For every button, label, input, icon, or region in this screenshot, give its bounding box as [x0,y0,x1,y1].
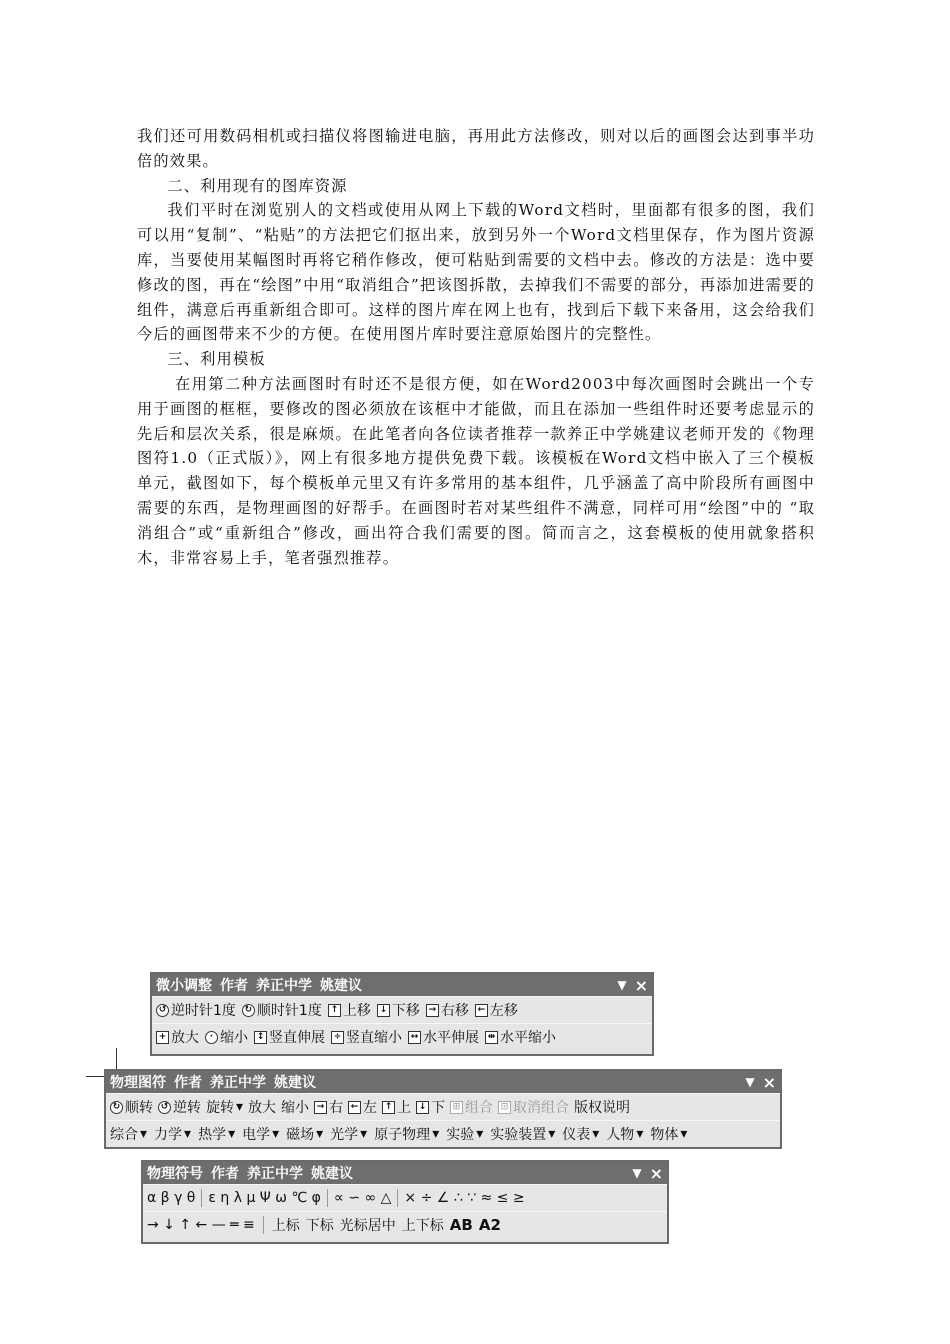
chevron-down-icon: ▾ [548,1126,556,1142]
toolbar-title[interactable] [143,1162,667,1184]
menu-optics[interactable]: 光学 ▾ [330,1126,368,1143]
group-icon: ⊞ [450,1101,463,1114]
move-left-icon: ← [475,1004,488,1017]
move-up-icon: ↑ [328,1004,341,1017]
move-down-button[interactable]: ↓ 下 [416,1097,445,1117]
toolbar-options-icon[interactable]: ▼ [745,1075,755,1089]
author-label: 作者 [211,1166,239,1182]
toolbar-fine-adjust [150,972,654,1056]
menu-atomic-physics[interactable]: 原子物理 ▾ [374,1126,440,1143]
greek-symbols-group-2[interactable]: ε η λ μ Ψ ω ℃ φ [208,1190,321,1206]
toolbar-title[interactable] [152,974,652,996]
ungroup-icon: ⊡ [498,1101,511,1114]
arrow-symbols-group[interactable]: → ↓ ↑ ← — ═ ≡ [147,1217,255,1233]
cursor-center-button[interactable]: 光标居中 [339,1218,396,1234]
vertical-stretch-icon: ↕ [254,1031,267,1044]
chevron-down-icon: ▾ [680,1126,688,1142]
ungroup-button[interactable]: ⊡ 取消组合 [498,1097,569,1117]
menu-objects[interactable]: 物体 ▾ [650,1126,688,1143]
chevron-down-icon: ▾ [476,1126,484,1142]
menu-mechanics[interactable]: 力学 ▾ [154,1126,192,1143]
toolbar-options-icon[interactable]: ▼ [632,1166,642,1180]
chevron-down-icon: ▾ [592,1126,600,1142]
math-symbols-group-1[interactable]: ∝ ∽ ∞ △ [333,1190,392,1206]
paragraph-3: 在用第二种方法画图时有时还不是很方便，如在Word2003中每次画图时会跳出一个专用于画图的框框，要修改的图必须放在该框中才能做，而且在添加一些组件时还要考虑显示的先后和层次关系，很是麻烦。在此笔者向各位读者推荐一款养正中学姚建议老师开发的《物理图符1.0（正式版）》，网上有很多地方提供免费下载。该模板在Word文档中嵌入了三个模板单元，截图如下，每个模板单元里又有许多常用的基本组件，几乎涵盖了高中阶段所有画图中需要的东西，是物理画图的好帮手。在画图时若对某些组件不满意，同样可用“绘图”中的 “取消组合”或“重新组合”修改，画出符合我们需要的图。简而言之，这套模板的使用就象搭积木，非常容易上手，笔者强烈推荐。 [137,374,815,567]
rotate-cw-button[interactable]: ↻ 顺转 [110,1097,153,1117]
chevron-down-icon: ▾ [184,1126,192,1142]
move-down-icon: ↓ [377,1004,390,1017]
move-right-button[interactable]: → 右移 [426,1000,469,1020]
move-right-icon: → [426,1004,439,1017]
enlarge-icon: + [156,1031,169,1044]
separator [397,1189,398,1207]
chevron-down-icon: ▾ [236,1099,244,1115]
subscript-button[interactable]: 下标 [305,1218,334,1234]
author-name: 姚建议 [274,1075,316,1091]
vertical-stretch-button[interactable]: ↕ 竖直伸展 [254,1027,325,1047]
rotate-cw-1deg-button[interactable]: ↻ 顺时针1度 [242,1000,322,1020]
school-label: 养正中学 [210,1075,266,1091]
author-name: 姚建议 [320,978,362,994]
menu-general[interactable]: 综合 ▾ [110,1126,148,1143]
super-subscript-button[interactable]: 上下标 [401,1218,444,1234]
author-label: 作者 [174,1075,202,1091]
chevron-down-icon: ▾ [360,1126,368,1142]
move-left-icon: ← [348,1101,361,1114]
horizontal-shrink-button[interactable]: ⇹ 水平缩小 [485,1027,556,1047]
toolbar-physics-figures [104,1069,782,1149]
toolbar-name: 物理图符 [110,1075,166,1091]
close-icon[interactable]: × [762,1072,776,1092]
menu-lab-apparatus[interactable]: 实验装置 ▾ [490,1126,556,1143]
chevron-down-icon: ▾ [432,1126,440,1142]
rotate-ccw-icon: ↺ [158,1101,171,1114]
menu-people[interactable]: 人物 ▾ [606,1126,644,1143]
group-button[interactable]: ⊞ 组合 [450,1097,493,1117]
rotate-cw-icon: ↻ [242,1004,255,1017]
close-icon[interactable]: × [649,1163,663,1183]
menu-thermodynamics[interactable]: 热学 ▾ [198,1126,236,1143]
move-down-button[interactable]: ↓ 下移 [377,1000,420,1020]
menu-electricity[interactable]: 电学 ▾ [242,1126,280,1143]
enlarge-button[interactable]: 放大 [248,1100,277,1116]
close-icon[interactable]: × [634,975,648,995]
greek-symbols-group-1[interactable]: α β γ θ [147,1190,196,1206]
heading-2: 二、利用现有的图库资源 [167,176,348,195]
rotate-menu[interactable]: 旋转 ▾ [206,1099,244,1116]
document-body [137,124,815,570]
chevron-down-icon: ▾ [636,1126,644,1142]
move-up-button[interactable]: ↑ 上 [382,1097,411,1117]
heading-3: 三、利用模板 [167,350,266,369]
move-right-icon: → [314,1101,327,1114]
menu-magnetic-field[interactable]: 磁场 ▾ [286,1126,324,1143]
shrink-button[interactable]: 缩小 [281,1100,310,1116]
horizontal-stretch-icon: ↔ [408,1031,421,1044]
move-left-button[interactable]: ← 左 [348,1097,377,1117]
crop-mark [116,1048,117,1070]
vertical-shrink-button[interactable]: ÷ 竖直缩小 [331,1027,402,1047]
superscript-a2-icon: A2 [478,1216,501,1234]
school-label: 养正中学 [256,978,312,994]
vertical-shrink-icon: ÷ [331,1031,344,1044]
horizontal-shrink-icon: ⇹ [485,1031,498,1044]
toolbar-name: 微小调整 [156,978,212,994]
rotate-cw-icon: ↻ [110,1101,123,1114]
math-symbols-group-2[interactable]: × ÷ ∠ ∴ ∵ ≈ ≤ ≥ [404,1190,525,1206]
superscript-a2-button[interactable] [479,1216,501,1234]
author-name: 姚建议 [311,1166,353,1182]
move-right-button[interactable]: → 右 [314,1097,343,1117]
toolbar-options-icon[interactable]: ▼ [617,978,627,992]
menu-instruments[interactable]: 仪表 ▾ [562,1126,600,1143]
shrink-button[interactable]: · 缩小 [205,1027,248,1047]
chevron-down-icon: ▾ [228,1126,236,1142]
separator [327,1189,328,1207]
chevron-down-icon: ▾ [316,1126,324,1142]
move-up-button[interactable]: ↑ 上移 [328,1000,371,1020]
copyright-button[interactable]: 版权说明 [574,1100,631,1116]
paragraph-2: 我们平时在浏览别人的文档或使用从网上下载的Word文档时，里面都有很多的图，我们可以用“复制”、“粘贴”的方法把它们抠出来，放到另外一个Word文档里保存，作为图片资源库，当要使用某幅图时再将它稍作修改，便可粘贴到需要的文档中去。修改的方法是：选中要修改的图，再在“绘图”中用“取消组合”把该图拆散，去掉我们不需要的部分，再添加进需要的组件，满意后再重新组合即可。这样的图片库在网上也有，找到后下载下来备用，这会给我们今后的画图带来不少的方便。在使用图片库时要注意原始图片的完整性。 [137,201,815,344]
horizontal-stretch-button[interactable]: ↔ 水平伸展 [408,1027,479,1047]
author-label: 作者 [220,978,248,994]
paragraph-1: 我们还可用数码相机或扫描仪将图输进电脑，再用此方法修改，则对以后的画图会达到事半功倍的效果。 [137,127,815,170]
superscript-button[interactable]: 上标 [271,1218,300,1234]
separator [201,1189,202,1207]
move-left-button[interactable]: ← 左移 [475,1000,518,1020]
enlarge-button[interactable]: + 放大 [156,1027,199,1047]
shrink-icon: · [205,1031,218,1044]
menu-experiment[interactable]: 实验 ▾ [446,1126,484,1143]
separator [263,1216,264,1234]
rotate-ccw-icon: ↺ [156,1004,169,1017]
move-down-icon: ↓ [416,1101,429,1114]
superscript-a-icon: AB [449,1216,473,1234]
toolbar-name: 物理符号 [147,1166,203,1182]
rotate-ccw-1deg-button[interactable]: ↺ 逆时针1度 [156,1000,236,1020]
toolbar-title[interactable] [106,1071,780,1093]
toolbar-physics-symbols [141,1160,669,1244]
school-label: 养正中学 [247,1166,303,1182]
rotate-ccw-button[interactable]: ↺ 逆转 [158,1097,201,1117]
move-up-icon: ↑ [382,1101,395,1114]
chevron-down-icon: ▾ [140,1126,148,1142]
chevron-down-icon: ▾ [272,1126,280,1142]
superscript-a-button[interactable] [450,1216,473,1234]
